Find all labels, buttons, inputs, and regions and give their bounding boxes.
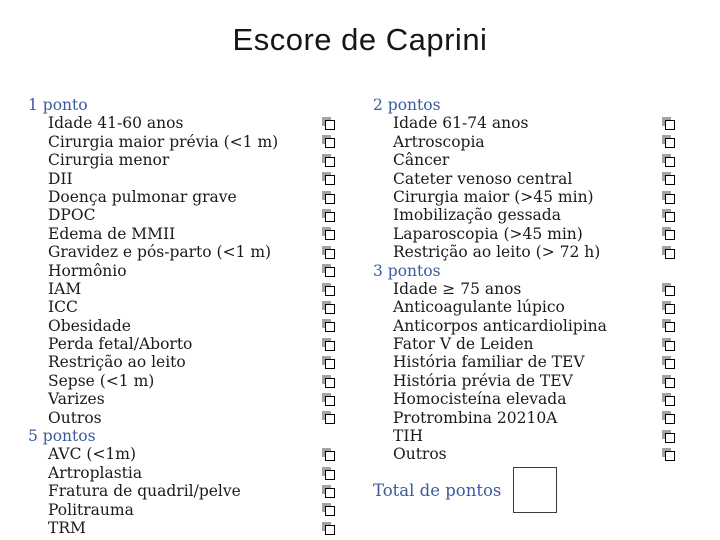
- checkbox-icon[interactable]: [322, 227, 335, 240]
- checkbox-icon[interactable]: [322, 485, 335, 498]
- checklist-item: [373, 243, 675, 261]
- checklist-item: [373, 225, 675, 243]
- item-label: Outros: [48, 408, 102, 427]
- item-label: Anticoagulante lúpico: [393, 298, 565, 317]
- checkbox-box: [665, 378, 675, 388]
- checklist-item: [28, 170, 335, 188]
- item-label: Idade 41-60 anos: [48, 114, 184, 133]
- page-title: Escore de Caprini: [232, 22, 488, 57]
- checkbox-box: [325, 212, 335, 222]
- checkbox-box: [325, 451, 335, 461]
- checkbox-icon[interactable]: [322, 393, 335, 406]
- checkbox-box: [325, 396, 335, 406]
- checkbox-box: [325, 378, 335, 388]
- checklist-item: [28, 262, 335, 280]
- checkbox-box: [665, 433, 675, 443]
- item-label: Laparoscopia (>45 min): [393, 224, 583, 243]
- checkbox-box: [325, 506, 335, 516]
- checkbox-box: [665, 138, 675, 148]
- section-header-3-pontos: 3 pontos: [373, 261, 441, 280]
- section-header-5-pontos: 5 pontos: [28, 427, 96, 446]
- checkbox-box: [665, 341, 675, 351]
- checklist-item: [373, 445, 675, 463]
- item-label: Restrição ao leito (> 72 h): [393, 243, 601, 262]
- total-row: [373, 464, 557, 516]
- item-label: Cirurgia maior prévia (<1 m): [48, 132, 279, 151]
- checkbox-icon[interactable]: [322, 503, 335, 516]
- checklist-item: [373, 280, 675, 298]
- item-label: TRM: [48, 518, 86, 537]
- section-header-2-pontos: 2 pontos: [373, 96, 441, 114]
- checkbox-icon[interactable]: [662, 154, 675, 167]
- checkbox-icon[interactable]: [322, 264, 335, 277]
- checkbox-icon[interactable]: [662, 191, 675, 204]
- checkbox-icon[interactable]: [662, 283, 675, 296]
- item-label: Restrição ao leito: [48, 353, 186, 372]
- checklist-item: [373, 335, 675, 353]
- checkbox-icon[interactable]: [322, 356, 335, 369]
- item-label: DPOC: [48, 206, 96, 225]
- checkbox-icon[interactable]: [322, 467, 335, 480]
- checkbox-box: [665, 304, 675, 314]
- checklist-item: [28, 243, 335, 261]
- checkbox-box: [325, 488, 335, 498]
- checkbox-icon[interactable]: [322, 283, 335, 296]
- checkbox-icon[interactable]: [322, 301, 335, 314]
- checkbox-icon[interactable]: [662, 246, 675, 259]
- checkbox-box: [665, 396, 675, 406]
- item-label: Cateter venoso central: [393, 169, 573, 188]
- checkbox-icon[interactable]: [662, 117, 675, 130]
- checklist-item: [373, 317, 675, 335]
- item-label: Outros: [393, 445, 447, 464]
- item-label: DII: [48, 169, 73, 188]
- checkbox-box: [325, 286, 335, 296]
- total-score-box[interactable]: [513, 467, 557, 513]
- checkbox-box: [325, 359, 335, 369]
- checklist-item: [28, 225, 335, 243]
- checklist-item: [28, 482, 335, 500]
- checklist-item: [373, 170, 675, 188]
- checkbox-box: [325, 157, 335, 167]
- checklist-item: [28, 501, 335, 519]
- checkbox-icon[interactable]: [662, 319, 675, 332]
- checkbox-icon[interactable]: [662, 135, 675, 148]
- checkbox-box: [325, 322, 335, 332]
- checkbox-box: [325, 414, 335, 424]
- checkbox-box: [665, 359, 675, 369]
- checkbox-box: [325, 341, 335, 351]
- checkbox-box: [665, 175, 675, 185]
- checkbox-icon[interactable]: [322, 411, 335, 424]
- column-left: [28, 96, 335, 537]
- checkbox-icon[interactable]: [662, 338, 675, 351]
- checkbox-icon[interactable]: [662, 356, 675, 369]
- checkbox-box: [665, 157, 675, 167]
- checkbox-icon[interactable]: [322, 246, 335, 259]
- checkbox-box: [665, 322, 675, 332]
- checkbox-icon[interactable]: [322, 319, 335, 332]
- item-label: TIH: [393, 427, 423, 446]
- checkbox-box: [325, 267, 335, 277]
- checklist-item: [28, 409, 335, 427]
- checkbox-box: [325, 304, 335, 314]
- item-label: Sepse (<1 m): [48, 371, 155, 390]
- item-label: História prévia de TEV: [393, 371, 573, 390]
- item-label: Artroplastia: [48, 463, 143, 482]
- item-label: Obesidade: [48, 316, 131, 335]
- item-label: Gravidez e pós-parto (<1 m): [48, 243, 272, 262]
- checklist-item: [28, 519, 335, 537]
- item-label: Cirurgia maior (>45 min): [393, 187, 594, 206]
- checklist-item: [373, 298, 675, 316]
- total-label: Total de pontos: [373, 480, 502, 500]
- item-label: Politrauma: [48, 500, 134, 519]
- item-label: Imobilização gessada: [393, 206, 561, 225]
- item-label: Fratura de quadril/pelve: [48, 482, 241, 501]
- checkbox-box: [665, 194, 675, 204]
- checklist-item: [28, 464, 335, 482]
- checkbox-icon[interactable]: [662, 227, 675, 240]
- checklist-item: [373, 390, 675, 408]
- item-label: Idade 61-74 anos: [393, 114, 529, 133]
- checkbox-icon[interactable]: [662, 301, 675, 314]
- item-label: Anticorpos anticardiolipina: [393, 316, 607, 335]
- checklist-item: [28, 372, 335, 390]
- checkbox-box: [665, 120, 675, 130]
- checklist-item: [373, 427, 675, 445]
- item-label: Doença pulmonar grave: [48, 187, 237, 206]
- checkbox-icon[interactable]: [322, 522, 335, 535]
- item-label: AVC (<1m): [48, 445, 137, 464]
- checkbox-icon[interactable]: [322, 117, 335, 130]
- item-label: ICC: [48, 298, 78, 317]
- checkbox-box: [325, 525, 335, 535]
- checkbox-box: [665, 249, 675, 259]
- checklist-item: [28, 353, 335, 371]
- item-label: Edema de MMII: [48, 224, 176, 243]
- item-label: Hormônio: [48, 261, 127, 280]
- checkbox-box: [665, 212, 675, 222]
- checkbox-box: [325, 175, 335, 185]
- checklist-item: [28, 390, 335, 408]
- item-label: Perda fetal/Aborto: [48, 335, 193, 354]
- checklist-item: [28, 151, 335, 169]
- checkbox-box: [665, 451, 675, 461]
- item-label: IAM: [48, 279, 82, 298]
- item-label: Protrombina 20210A: [393, 408, 558, 427]
- checkbox-box: [325, 249, 335, 259]
- checkbox-icon[interactable]: [662, 375, 675, 388]
- checklist-item: [373, 133, 675, 151]
- checklist-item: [373, 206, 675, 224]
- checkbox-icon[interactable]: [662, 411, 675, 424]
- checkbox-icon[interactable]: [322, 172, 335, 185]
- checklist-item: [373, 409, 675, 427]
- checklist-item: [28, 188, 335, 206]
- item-label: Artroscopia: [393, 132, 485, 151]
- item-label: Idade ≥ 75 anos: [393, 279, 522, 298]
- checkbox-icon[interactable]: [322, 448, 335, 461]
- checklist-item: [28, 206, 335, 224]
- checkbox-icon[interactable]: [662, 448, 675, 461]
- checkbox-icon[interactable]: [322, 338, 335, 351]
- item-label: Câncer: [393, 151, 450, 170]
- checkbox-box: [325, 230, 335, 240]
- checkbox-icon[interactable]: [322, 375, 335, 388]
- checklist-item: [28, 280, 335, 298]
- checkbox-icon[interactable]: [662, 209, 675, 222]
- checklist-item: [373, 353, 675, 371]
- checkbox-icon[interactable]: [322, 191, 335, 204]
- checkbox-icon[interactable]: [662, 430, 675, 443]
- item-label: História familiar de TEV: [393, 353, 585, 372]
- checklist-item: [28, 298, 335, 316]
- checkbox-box: [665, 286, 675, 296]
- checklist-item: [28, 114, 335, 132]
- checklist-item: [373, 114, 675, 132]
- section-header-1-ponto: 1 ponto: [28, 96, 88, 114]
- checkbox-box: [325, 120, 335, 130]
- checklist-item: [28, 445, 335, 463]
- checklist-item: [28, 335, 335, 353]
- item-label: Varizes: [48, 390, 105, 409]
- checklist-item: [373, 372, 675, 390]
- checkbox-box: [325, 194, 335, 204]
- item-label: Cirurgia menor: [48, 151, 170, 170]
- checkbox-box: [665, 414, 675, 424]
- checkbox-icon[interactable]: [322, 209, 335, 222]
- checkbox-icon[interactable]: [662, 393, 675, 406]
- checkbox-icon[interactable]: [322, 154, 335, 167]
- checkbox-box: [325, 138, 335, 148]
- checkbox-box: [665, 230, 675, 240]
- column-right: [373, 96, 675, 464]
- checkbox-icon[interactable]: [662, 172, 675, 185]
- checklist-item: [373, 151, 675, 169]
- checkbox-icon[interactable]: [322, 135, 335, 148]
- checklist-item: [28, 133, 335, 151]
- checkbox-box: [325, 470, 335, 480]
- item-label: Homocisteína elevada: [393, 390, 567, 409]
- checklist-item: [373, 188, 675, 206]
- item-label: Fator V de Leiden: [393, 335, 534, 354]
- checklist-item: [28, 317, 335, 335]
